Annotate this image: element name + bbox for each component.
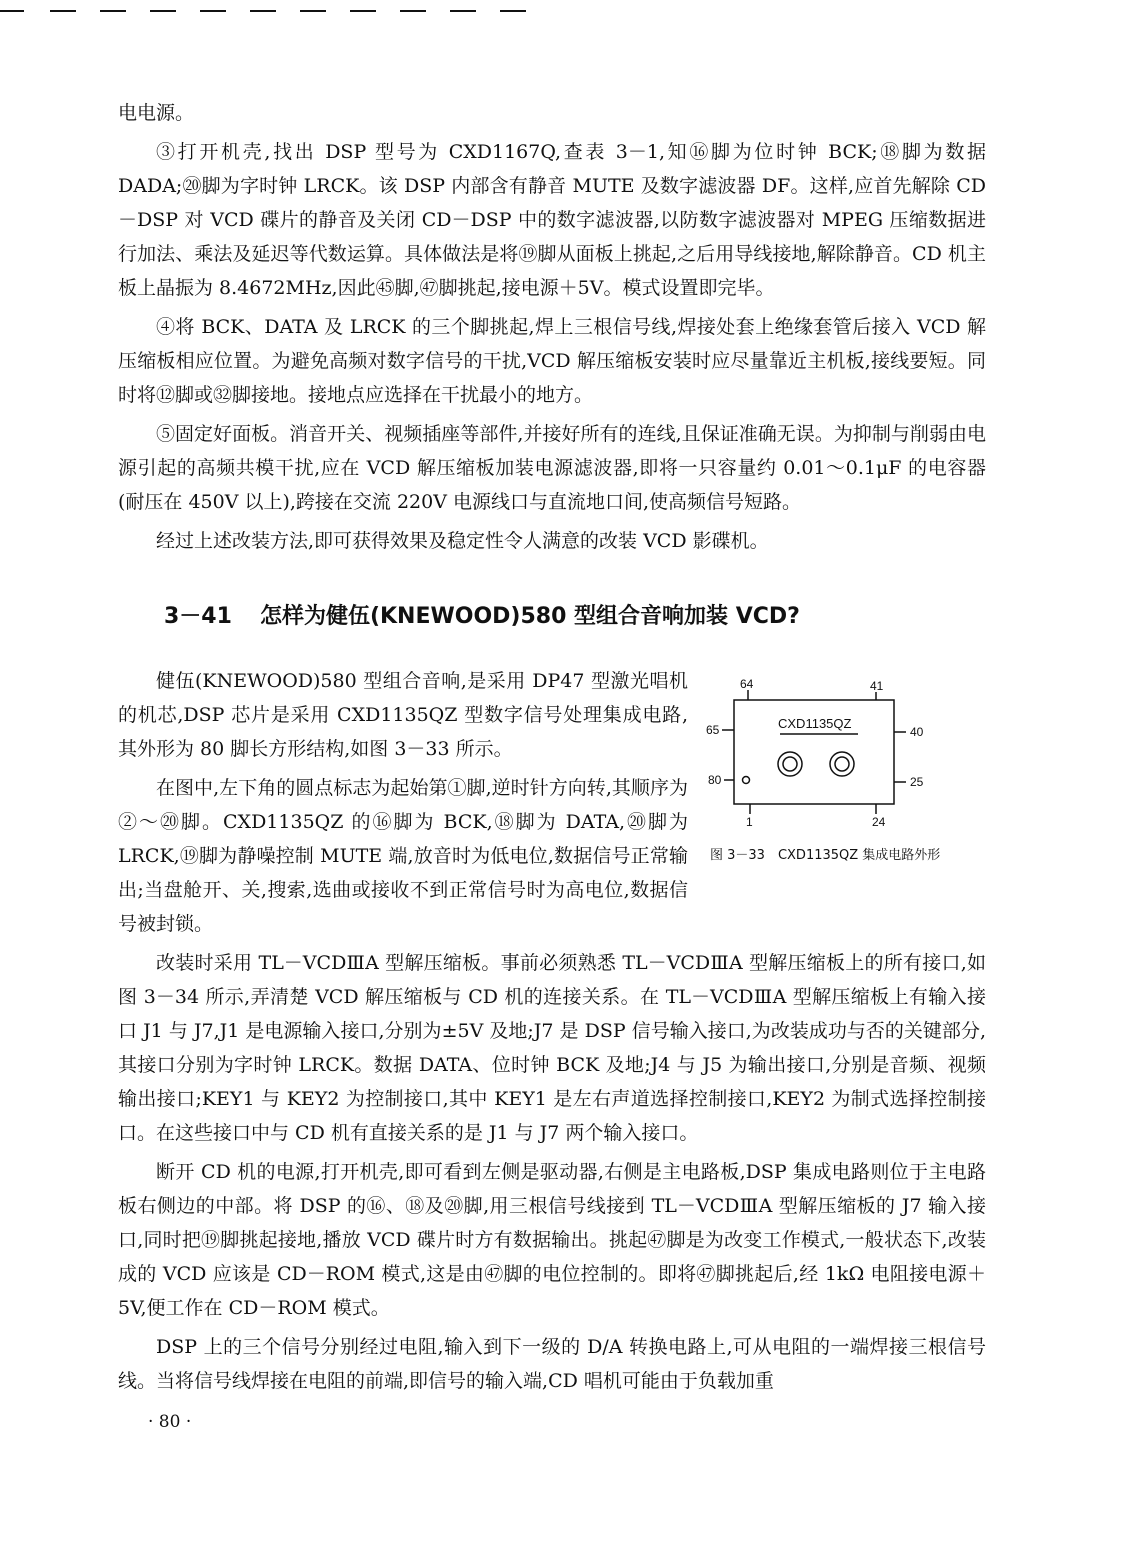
paragraph: ⑤固定好面板。消音开关、视频插座等部件,并接好所有的连线,且保证准确无误。为抑制与削弱由电源引起的高频共模干扰,应在 VCD 解压缩板加装电源滤波器,即将一只容量约 0.01～0.1μF 的电容器(耐压在 450V 以上),跨接在交流 220V 电源线口与直流地口间,使高频信号短路。 (118, 423, 986, 513)
paragraph: ④将 BCK、DATA 及 LRCK 的三个脚挑起,焊上三根信号线,焊接处套上绝缘套管后接入 VCD 解压缩板相应位置。为避免高频对数字信号的干扰,VCD 解压缩板安装时应尽量靠近主机板,接线要短。同时将⑫脚或㉜脚接地。接地点应选择在干扰最小的地方。 (118, 316, 986, 406)
pin-label-25: 25 (910, 775, 924, 789)
section-number: 3－41 (164, 604, 232, 629)
figure-caption: 图 3－33 CXD1135QZ 集成电路外形 (710, 848, 941, 863)
paragraph: 断开 CD 机的电源,打开机壳,即可看到左侧是驱动器,右侧是主电路板,DSP 集成电路则位于主电路板右侧边的中部。将 DSP 的⑯、⑱及⑳脚,用三根信号线接到 TL－VCDⅢA 型解压缩板的 J7 输入接口,同时把⑲脚挑起接地,播放 VCD 碟片时方有数据输出。挑起㊼脚是为改变工作模式,一般状态下,改装成的 VCD 应该是 CD－ROM 模式,这是由㊼脚的电位控制的。即将㊼脚挑起后,经 1kΩ 电阻接电源＋5V,便工作在 CD－ROM 模式。 (118, 1161, 986, 1319)
page-body (118, 96, 986, 1398)
section-heading (164, 600, 986, 634)
paragraph: 在图中,左下角的圆点标志为起始第①脚,逆时针方向转,其顺序为②～⑳脚。CXD1135QZ 的⑯脚为 BCK,⑱脚为 DATA,⑳脚为 LRCK,⑲脚为静噪控制 MUTE 端,放音时为低电位,数据信号正常输出;当盘舱开、关,搜索,选曲或接收不到正常信号时为高电位,数据信号被封锁。 (118, 777, 688, 935)
paragraph: 健伍(KNEWOOD)580 型组合音响,是采用 DP47 型激光唱机的机芯,DSP 芯片是采用 CXD1135QZ 型数字信号处理集成电路,其外形为 80 脚长方形结构,如图 3－33 所示。 (118, 670, 688, 760)
figure-side-text (118, 664, 688, 941)
paragraph: 经过上述改装方法,即可获得效果及稳定性令人满意的改装 VCD 影碟机。 (156, 530, 769, 552)
pin-label-24: 24 (872, 815, 886, 829)
chip-hole-right (830, 752, 854, 776)
pin-label-40: 40 (910, 725, 924, 739)
pin-label-1: 1 (746, 815, 753, 829)
paragraph: ③打开机壳,找出 DSP 型号为 CXD1167Q,查表 3－1,知⑯脚为位时钟 BCK;⑱脚为数据 DADA;⑳脚为字时钟 LRCK。该 DSP 内部含有静音 MUTE 及数字滤波器 DF。这样,应首先解除 CD－DSP 对 VCD 碟片的静音及关闭 CD－DSP 中的数字滤波器,以防数字滤波器对 MPEG 压缩数据进行加法、乘法及延迟等代数运算。具体做法是将⑲脚从面板上挑起,之后用导线接地,解除静音。CD 机主板上晶振为 8.4672MHz,因此㊺脚,㊼脚挑起,接电源＋5V。模式设置即完毕。 (118, 141, 986, 299)
paragraph: 电电源。 (118, 102, 195, 124)
pin-label-64: 64 (740, 677, 754, 691)
pin-label-80: 80 (708, 773, 722, 787)
pin-1-marker-dot (743, 777, 750, 784)
paragraph: 改装时采用 TL－VCDⅢA 型解压缩板。事前必须熟悉 TL－VCDⅢA 型解压缩板上的所有接口,如图 3－34 所示,弄清楚 VCD 解压缩板与 CD 机的连接关系。在 TL－VCDⅢA 型解压缩板上有输入接口 J1 与 J7,J1 是电源输入接口,分别为±5V 及地;J7 是 DSP 信号输入接口,为改装成功与否的关键部分,其接口分别为字时钟 LRCK。数据 DATA、位时钟 BCK 及地;J4 与 J5 为输出接口,分别是音频、视频输出接口;KEY1 与 KEY2 为控制接口,其中 KEY1 是左右声道选择控制接口,KEY2 为制式选择控制接口。在这些接口中与 CD 机有直接关系的是 J1 与 J7 两个输入接口。 (118, 952, 986, 1144)
chip-hole-left (778, 752, 802, 776)
pin-label-41: 41 (870, 679, 884, 693)
figure-3-33 (706, 676, 986, 863)
chip-outline-diagram (706, 676, 976, 836)
section-title: 怎样为健伍(KNEWOOD)580 型组合音响加装 VCD? (259, 604, 800, 629)
pin-label-65: 65 (706, 723, 720, 737)
figure-block (118, 664, 986, 941)
header-dash-rule (0, 0, 540, 22)
paragraph: DSP 上的三个信号分别经过电阻,输入到下一级的 D/A 转换电路上,可从电阻的一端焊接三根信号线。当将信号线焊接在电阻的前端,即信号的输入端,CD 唱机可能由于负载加重 (118, 1336, 986, 1392)
chip-part-label: CXD1135QZ (778, 716, 852, 731)
page-number: · 80 · (148, 1412, 192, 1432)
